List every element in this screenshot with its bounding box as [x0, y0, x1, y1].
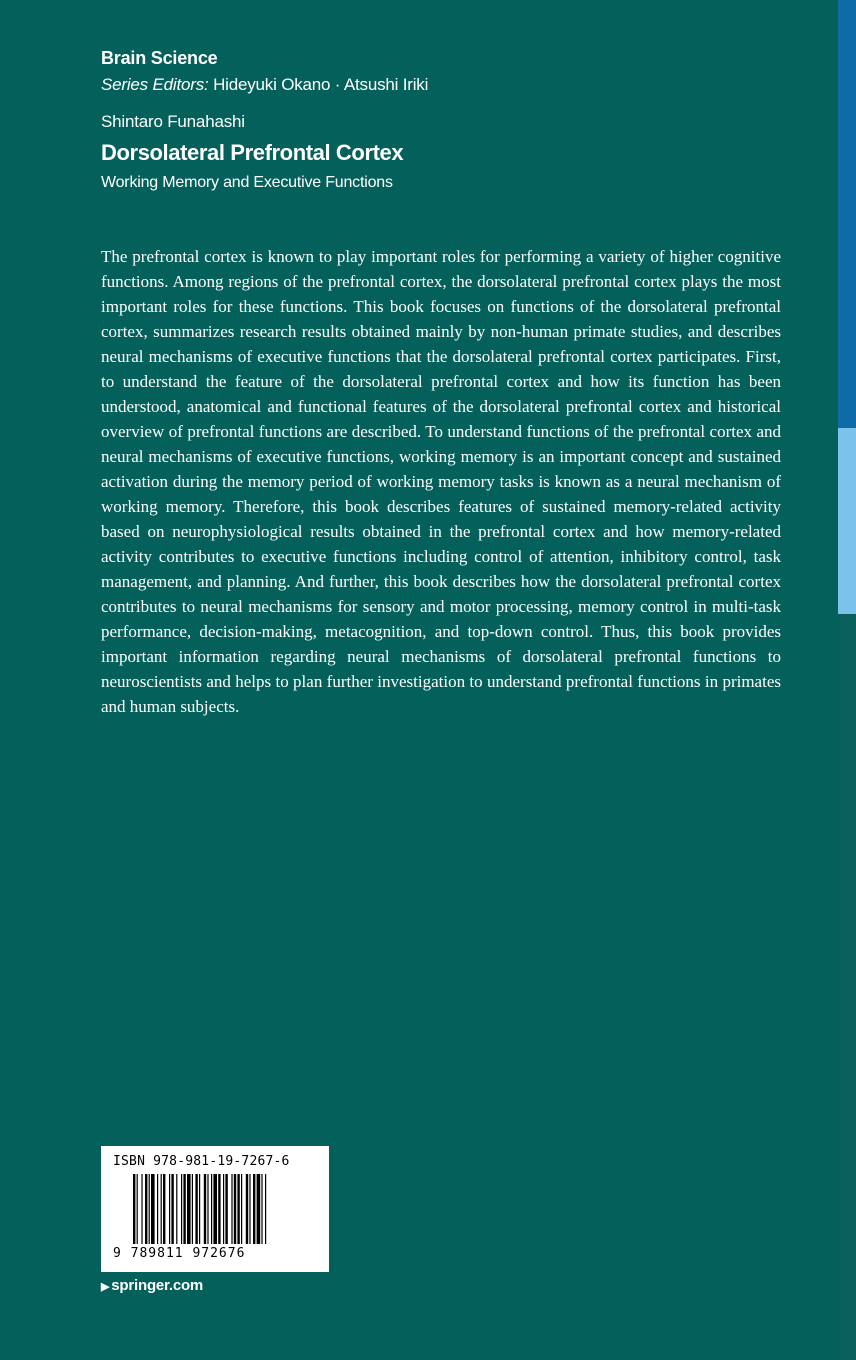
barcode-bar [192, 1174, 193, 1244]
barcode-bar [141, 1174, 142, 1244]
barcode-bar [133, 1174, 135, 1244]
barcode-bar [169, 1174, 170, 1244]
barcode-bar [211, 1174, 212, 1244]
barcode-bar [249, 1174, 250, 1244]
cover-header [101, 46, 781, 194]
edge-band-blue [838, 0, 856, 428]
barcode-bar [181, 1174, 182, 1244]
barcode-bar [199, 1174, 200, 1244]
barcode-bar [241, 1174, 242, 1244]
edge-band-light-blue [838, 428, 856, 614]
barcode-bar [149, 1174, 150, 1244]
barcode-bar [157, 1174, 158, 1244]
publisher-link[interactable] [101, 1276, 203, 1297]
barcode-bar [261, 1174, 262, 1244]
cover-edge-strip [838, 0, 856, 1360]
barcode-bar [137, 1174, 138, 1244]
barcode-icon [133, 1174, 317, 1244]
publisher-url: springer.com [111, 1277, 204, 1294]
barcode-bar [213, 1174, 217, 1244]
barcode-bar [253, 1174, 255, 1244]
barcode-bar [225, 1174, 227, 1244]
book-author: Shintaro Funahashi [101, 112, 245, 131]
series-editors-names: Hideyuki Okano · Atsushi Iriki [213, 75, 429, 94]
book-title: Dorsolateral Prefrontal Cortex [101, 140, 404, 165]
barcode-bar [207, 1174, 208, 1244]
barcode-bar [195, 1174, 197, 1244]
barcode-bar [145, 1174, 147, 1244]
barcode-bar [151, 1174, 155, 1244]
barcode-bar [183, 1174, 185, 1244]
series-editors-label: Series Editors: [101, 75, 209, 94]
barcode-bar [231, 1174, 232, 1244]
isbn-barcode-box [101, 1146, 329, 1272]
barcode-bar [234, 1174, 236, 1244]
barcode-bar [223, 1174, 224, 1244]
barcode-bar [161, 1174, 162, 1244]
barcode-bar [265, 1174, 266, 1244]
barcode-bar [187, 1174, 191, 1244]
isbn-label: ISBN 978-981-19-7267-6 [113, 1154, 290, 1169]
barcode-bar [171, 1174, 173, 1244]
play-arrow-icon: ▶ [101, 1281, 110, 1293]
barcode-bar [246, 1174, 248, 1244]
barcode-digits: 9 789811 972676 [113, 1246, 246, 1261]
barcode-bar [257, 1174, 261, 1244]
barcode-bar [204, 1174, 206, 1244]
barcode-bar [237, 1174, 239, 1244]
book-abstract: The prefrontal cortex is known to play important roles for performing a variety of higher cognitive functions. Among regions of the prefrontal cortex, the dorsolateral prefrontal cortex plays the most important roles for these functions. This book focuses on functions of the dorsolateral prefrontal cortex, summarizes research results obtained mainly by non-human primate studies, and describes neural mechanisms of executive functions that the dorsolateral prefrontal cortex participates. First, to understand the feature of the dorsolateral prefrontal cortex and how its function has been understood, anatomical and functional features of the dorsolateral prefrontal cortex and historical overview of prefrontal functions are described. To understand functions of the prefrontal cortex and neural mechanisms of executive functions, working memory is an important concept and sustained activation during the memory period of working memory tasks is known as a neural mechanism of working memory. Therefore, this book describes features of sustained memory-related activity based on neurophysiological results obtained in the prefrontal cortex and how memory-related activity contributes to executive functions including control of attention, inhibitory control, task management, and planning. And further, this book describes how the dorsolateral prefrontal cortex contributes to neural mechanisms for sensory and motor processing, memory control in multi-task performance, decision-making, metacognition, and top-down control. Thus, this book provides important information regarding neural mechanisms of dorsolateral prefrontal functions to neuroscientists and helps to plan further investigation to understand prefrontal functions in primates and human subjects. [101, 247, 781, 716]
series-title: Brain Science [101, 48, 218, 68]
barcode-bar [218, 1174, 220, 1244]
barcode-bar [163, 1174, 165, 1244]
series-editors [101, 72, 781, 98]
book-subtitle: Working Memory and Executive Functions [101, 174, 393, 191]
barcode-bar [176, 1174, 177, 1244]
